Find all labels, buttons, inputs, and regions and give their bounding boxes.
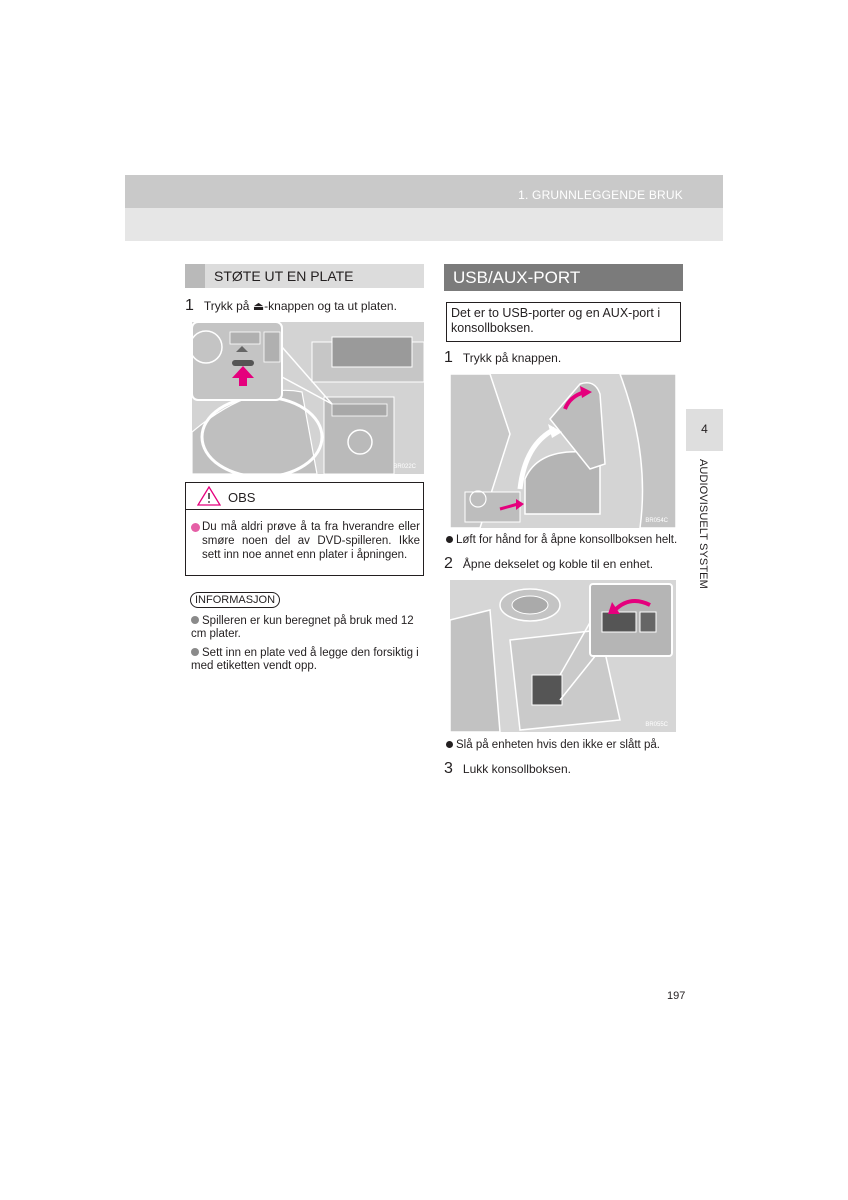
- step-text: Trykk på knappen.: [462, 351, 562, 365]
- section-title-usb: USB/AUX-PORT: [453, 268, 581, 287]
- bullet-text: Slå på enheten hvis den ikke er slått på.: [456, 739, 660, 751]
- caution-header: [186, 483, 423, 510]
- figure-code: BR054C: [645, 518, 668, 524]
- info-item-text: Spilleren er kun beregnet på bruk med 12 cm plater.: [191, 615, 414, 640]
- intro-box: Det er to USB-porter og en AUX-port i konsollboksen.: [446, 302, 681, 342]
- bullet-text: Løft for hånd for å åpne konsollboksen helt.: [456, 534, 678, 546]
- bullet-icon: [191, 616, 199, 624]
- section-heading-usb: [444, 264, 683, 291]
- step-text-before: Trykk på: [203, 299, 250, 313]
- bullet-icon: [191, 648, 199, 656]
- step-number: 3: [444, 760, 453, 777]
- header-band: [125, 175, 723, 208]
- step-2-usb: [444, 556, 653, 572]
- figure-console-open: [450, 374, 676, 528]
- section-title-eject: STØTE UT EN PLATE: [214, 268, 354, 284]
- step-number: 1: [444, 349, 453, 366]
- step-text: Lukk konsollboksen.: [462, 762, 571, 776]
- caution-text: Du må aldri prøve å ta fra hverandre eller smøre noen del av DVD-spilleren. Ikke sett inn noe annet enn plater i åpningen.: [202, 521, 420, 561]
- chapter-tab-number: 4: [701, 422, 708, 436]
- chapter-tab: [686, 409, 723, 451]
- header-band-lower: [125, 208, 723, 241]
- chapter-title: 1. GRUNNLEGGENDE BRUK: [518, 188, 683, 202]
- step-1-eject: [185, 298, 397, 314]
- caution-box: [185, 482, 424, 576]
- step-number: 1: [185, 297, 194, 314]
- bullet-icon: [446, 536, 453, 543]
- information-tag: INFORMASJON: [190, 592, 280, 608]
- bullet-turn-on-device: [446, 739, 686, 752]
- eject-icon: ⏏: [252, 299, 265, 313]
- figure-dashboard-eject: [192, 322, 424, 474]
- page-number: 197: [667, 990, 686, 1002]
- figure-code: BR055C: [645, 722, 668, 728]
- step-text: Åpne dekselet og koble til en enhet.: [462, 557, 654, 571]
- caution-title: OBS: [228, 490, 256, 505]
- section-heading-eject: [185, 264, 424, 288]
- section-heading-marker: [185, 264, 205, 288]
- step-3-usb: [444, 761, 571, 777]
- step-number: 2: [444, 555, 453, 572]
- bullet-lift-console: [446, 534, 686, 547]
- figure-usb-ports: [450, 580, 676, 732]
- info-item-2: [191, 647, 419, 673]
- warning-icon: [197, 486, 221, 506]
- chapter-tab-label: AUDIOVISUELT SYSTEM: [697, 459, 709, 589]
- step-1-usb: [444, 350, 561, 366]
- bullet-icon: [446, 741, 453, 748]
- caution-bullet-icon: [191, 523, 200, 532]
- info-item-text: Sett inn en plate ved å legge den forsiktig i med etiketten vendt opp.: [191, 647, 419, 672]
- figure-code: BR022C: [393, 464, 416, 470]
- step-text-after: -knappen og ta ut platen.: [264, 299, 397, 313]
- info-item-1: [191, 615, 419, 641]
